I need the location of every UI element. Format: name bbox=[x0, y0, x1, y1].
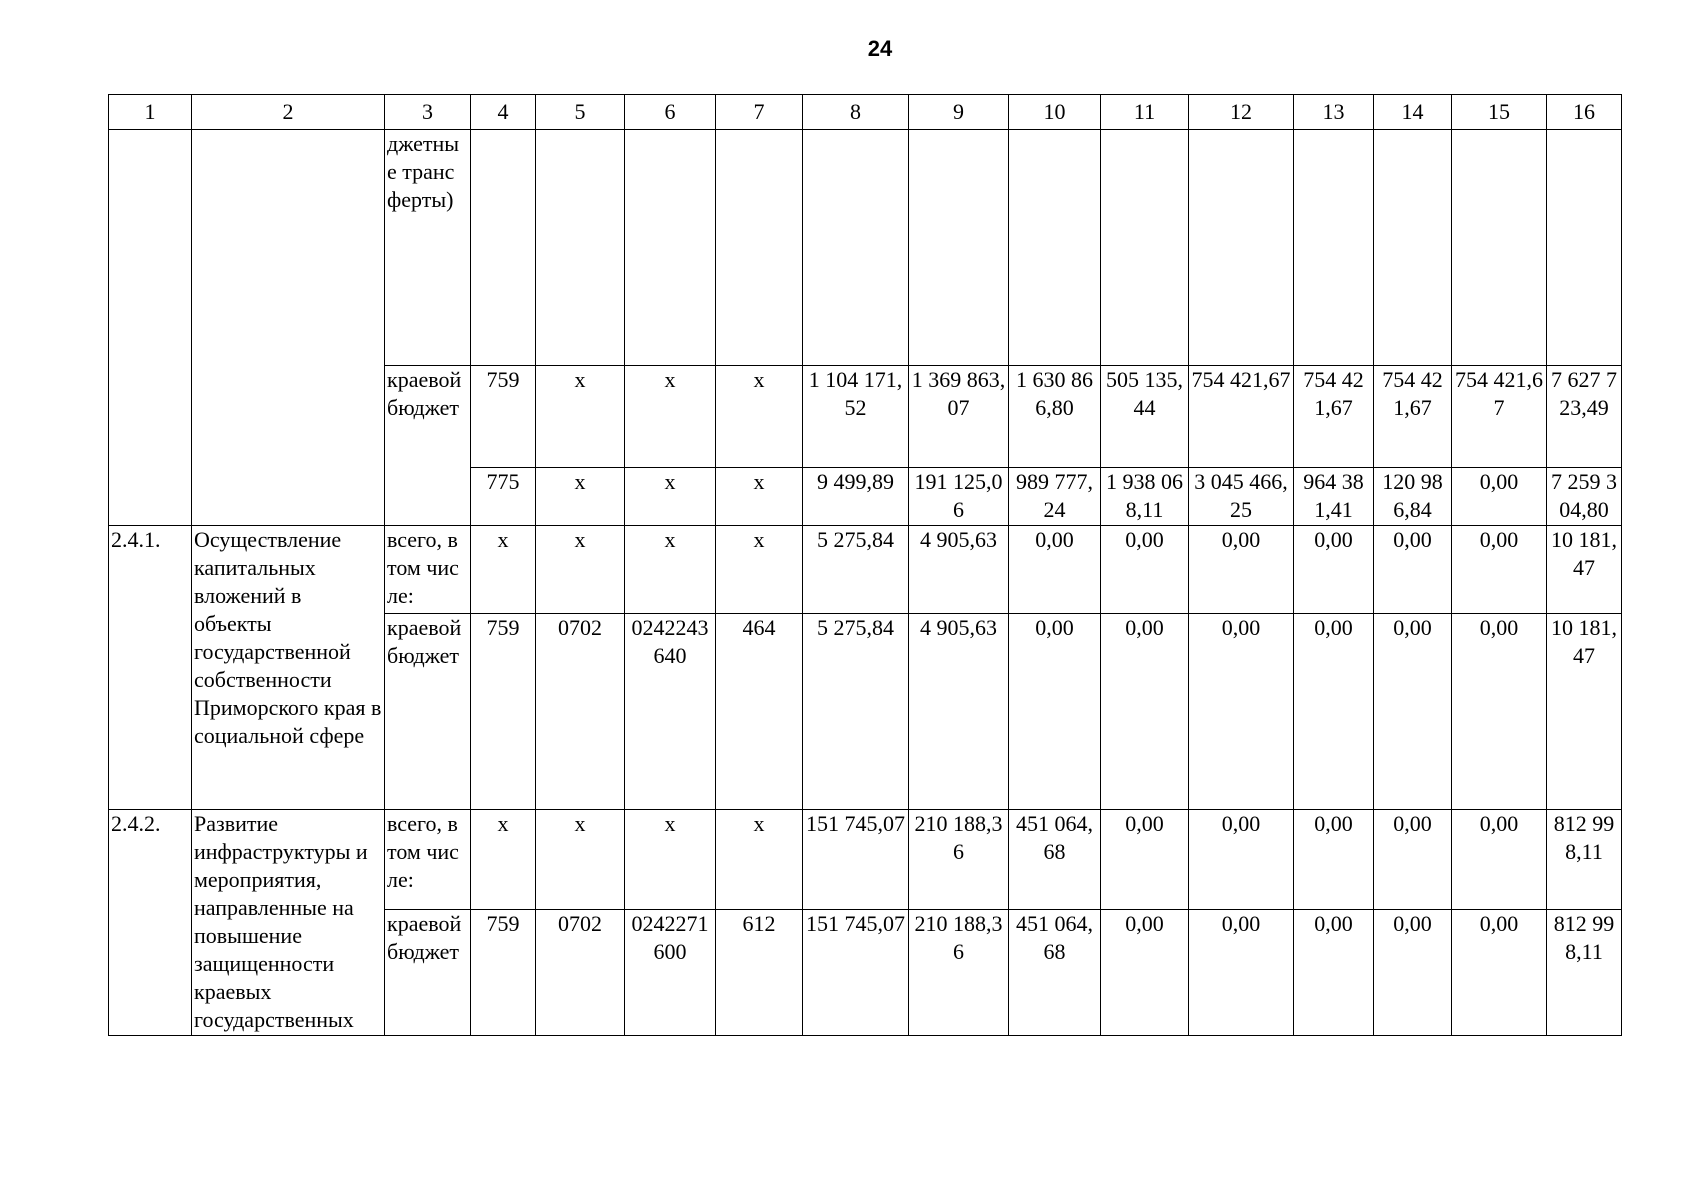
table-cell bbox=[909, 130, 1009, 366]
table-cell: 0,00 bbox=[1452, 468, 1547, 526]
funding-source: краевой бюджет bbox=[385, 366, 471, 526]
table-cell: 0,00 bbox=[1294, 526, 1374, 614]
table-cell: x bbox=[625, 526, 716, 614]
column-header: 15 bbox=[1452, 95, 1547, 130]
table-cell: 210 188,36 bbox=[909, 910, 1009, 1036]
table-cell: 0,00 bbox=[1294, 910, 1374, 1036]
table-cell: 964 381,41 bbox=[1294, 468, 1374, 526]
table-cell bbox=[625, 130, 716, 366]
table-cell: 0,00 bbox=[1189, 810, 1294, 910]
table-cell: 759 bbox=[471, 614, 536, 810]
table-cell: x bbox=[471, 810, 536, 910]
item-name: Осуществление капитальных вложений в объекты государственной собственности Приморского края в социальной сфере bbox=[192, 526, 385, 810]
table-cell: x bbox=[471, 526, 536, 614]
table-cell: 0,00 bbox=[1452, 526, 1547, 614]
table-cell: 0702 bbox=[536, 614, 625, 810]
table-cell: 0,00 bbox=[1101, 526, 1189, 614]
column-header: 12 bbox=[1189, 95, 1294, 130]
table-cell: 0702 bbox=[536, 910, 625, 1036]
table-header-row bbox=[109, 95, 1622, 130]
page-number: 24 bbox=[867, 36, 893, 61]
table-cell: x bbox=[536, 366, 625, 468]
column-header: 11 bbox=[1101, 95, 1189, 130]
funding-source: всего, в том числе: bbox=[385, 810, 471, 910]
column-header: 13 bbox=[1294, 95, 1374, 130]
table-cell: 1 938 068,11 bbox=[1101, 468, 1189, 526]
column-header: 3 bbox=[385, 95, 471, 130]
table-cell: 0,00 bbox=[1294, 810, 1374, 910]
item-number: 2.4.2. bbox=[109, 810, 192, 1036]
table-cell bbox=[471, 130, 536, 366]
table-cell: 989 777,24 bbox=[1009, 468, 1101, 526]
table-row bbox=[109, 526, 1622, 614]
table-cell: x bbox=[716, 810, 803, 910]
table-cell: 0,00 bbox=[1374, 526, 1452, 614]
table-cell: 4 905,63 bbox=[909, 526, 1009, 614]
table-cell: 210 188,36 bbox=[909, 810, 1009, 910]
table-cell bbox=[1101, 130, 1189, 366]
column-header: 5 bbox=[536, 95, 625, 130]
table-cell: 0242243640 bbox=[625, 614, 716, 810]
table-cell: 464 bbox=[716, 614, 803, 810]
table-cell bbox=[1452, 130, 1547, 366]
table-cell: 1 630 866,80 bbox=[1009, 366, 1101, 468]
table-cell: 754 421,67 bbox=[1189, 366, 1294, 468]
table-cell bbox=[803, 130, 909, 366]
table-cell: 754 421,67 bbox=[1374, 366, 1452, 468]
table-cell: 1 369 863,07 bbox=[909, 366, 1009, 468]
table-cell: 0,00 bbox=[1189, 910, 1294, 1036]
table-cell: 812 998,11 bbox=[1547, 810, 1622, 910]
table-cell: 0,00 bbox=[1452, 810, 1547, 910]
table-cell: 0,00 bbox=[1189, 526, 1294, 614]
table-cell: 4 905,63 bbox=[909, 614, 1009, 810]
table-cell: 759 bbox=[471, 910, 536, 1036]
item-name: Развитие инфраструктуры и мероприятия, направленные на повышение защищенности краевых государственных bbox=[192, 810, 385, 1036]
column-header: 4 bbox=[471, 95, 536, 130]
table-cell: 9 499,89 bbox=[803, 468, 909, 526]
table-cell: 451 064,68 bbox=[1009, 910, 1101, 1036]
table-cell bbox=[1374, 130, 1452, 366]
funding-source: всего, в том числе: bbox=[385, 526, 471, 614]
table-cell: 0,00 bbox=[1452, 910, 1547, 1036]
table-cell: 151 745,07 bbox=[803, 810, 909, 910]
table-cell bbox=[1547, 130, 1622, 366]
table-cell bbox=[536, 130, 625, 366]
table-cell: x bbox=[716, 366, 803, 468]
table-cell: x bbox=[716, 468, 803, 526]
table-cell: 0,00 bbox=[1374, 910, 1452, 1036]
item-number-cell bbox=[109, 130, 192, 526]
table-cell: 759 bbox=[471, 366, 536, 468]
item-name-cell bbox=[192, 130, 385, 526]
table-cell: 0,00 bbox=[1101, 910, 1189, 1036]
table-cell: 7 627 723,49 bbox=[1547, 366, 1622, 468]
table-cell: 10 181,47 bbox=[1547, 526, 1622, 614]
table-cell bbox=[1294, 130, 1374, 366]
table-cell bbox=[1009, 130, 1101, 366]
table-cell: 0,00 bbox=[1189, 614, 1294, 810]
funding-source: краевой бюджет bbox=[385, 614, 471, 810]
table-cell: 7 259 304,80 bbox=[1547, 468, 1622, 526]
table-cell: x bbox=[536, 468, 625, 526]
table-cell: 1 104 171,52 bbox=[803, 366, 909, 468]
table-cell: 0242271600 bbox=[625, 910, 716, 1036]
table-cell: x bbox=[716, 526, 803, 614]
column-header: 9 bbox=[909, 95, 1009, 130]
column-header: 1 bbox=[109, 95, 192, 130]
table-cell: 612 bbox=[716, 910, 803, 1036]
table-cell bbox=[1189, 130, 1294, 366]
table-cell: 191 125,06 bbox=[909, 468, 1009, 526]
column-header: 16 bbox=[1547, 95, 1622, 130]
table-cell: 10 181,47 bbox=[1547, 614, 1622, 810]
column-header: 10 bbox=[1009, 95, 1101, 130]
table-cell: x bbox=[625, 810, 716, 910]
table-cell: 5 275,84 bbox=[803, 614, 909, 810]
table-cell: 0,00 bbox=[1294, 614, 1374, 810]
funding-source: краевой бюджет bbox=[385, 910, 471, 1036]
funding-source: джетные трансферты) bbox=[385, 130, 471, 366]
column-header: 6 bbox=[625, 95, 716, 130]
table-cell: 0,00 bbox=[1101, 614, 1189, 810]
table-cell: 3 045 466,25 bbox=[1189, 468, 1294, 526]
table-cell: 120 986,84 bbox=[1374, 468, 1452, 526]
table-cell: 0,00 bbox=[1009, 526, 1101, 614]
budget-table bbox=[108, 94, 1622, 1036]
column-header: 2 bbox=[192, 95, 385, 130]
table-cell bbox=[716, 130, 803, 366]
table-cell: 0,00 bbox=[1452, 614, 1547, 810]
table-cell: 754 421,67 bbox=[1452, 366, 1547, 468]
table-cell: 754 421,67 bbox=[1294, 366, 1374, 468]
column-header: 7 bbox=[716, 95, 803, 130]
table-cell: x bbox=[536, 810, 625, 910]
table-cell: 451 064,68 bbox=[1009, 810, 1101, 910]
column-header: 14 bbox=[1374, 95, 1452, 130]
table-cell: 0,00 bbox=[1374, 810, 1452, 910]
table-cell: x bbox=[625, 468, 716, 526]
table-row bbox=[109, 130, 1622, 366]
table-cell: 5 275,84 bbox=[803, 526, 909, 614]
item-number: 2.4.1. bbox=[109, 526, 192, 810]
table-cell: 775 bbox=[471, 468, 536, 526]
table-cell: 505 135,44 bbox=[1101, 366, 1189, 468]
table-row bbox=[109, 810, 1622, 910]
table-cell: 151 745,07 bbox=[803, 910, 909, 1036]
table-cell: 0,00 bbox=[1374, 614, 1452, 810]
column-header: 8 bbox=[803, 95, 909, 130]
table-cell: 0,00 bbox=[1101, 810, 1189, 910]
table-cell: x bbox=[536, 526, 625, 614]
table-cell: 0,00 bbox=[1009, 614, 1101, 810]
table-cell: x bbox=[625, 366, 716, 468]
table-cell: 812 998,11 bbox=[1547, 910, 1622, 1036]
